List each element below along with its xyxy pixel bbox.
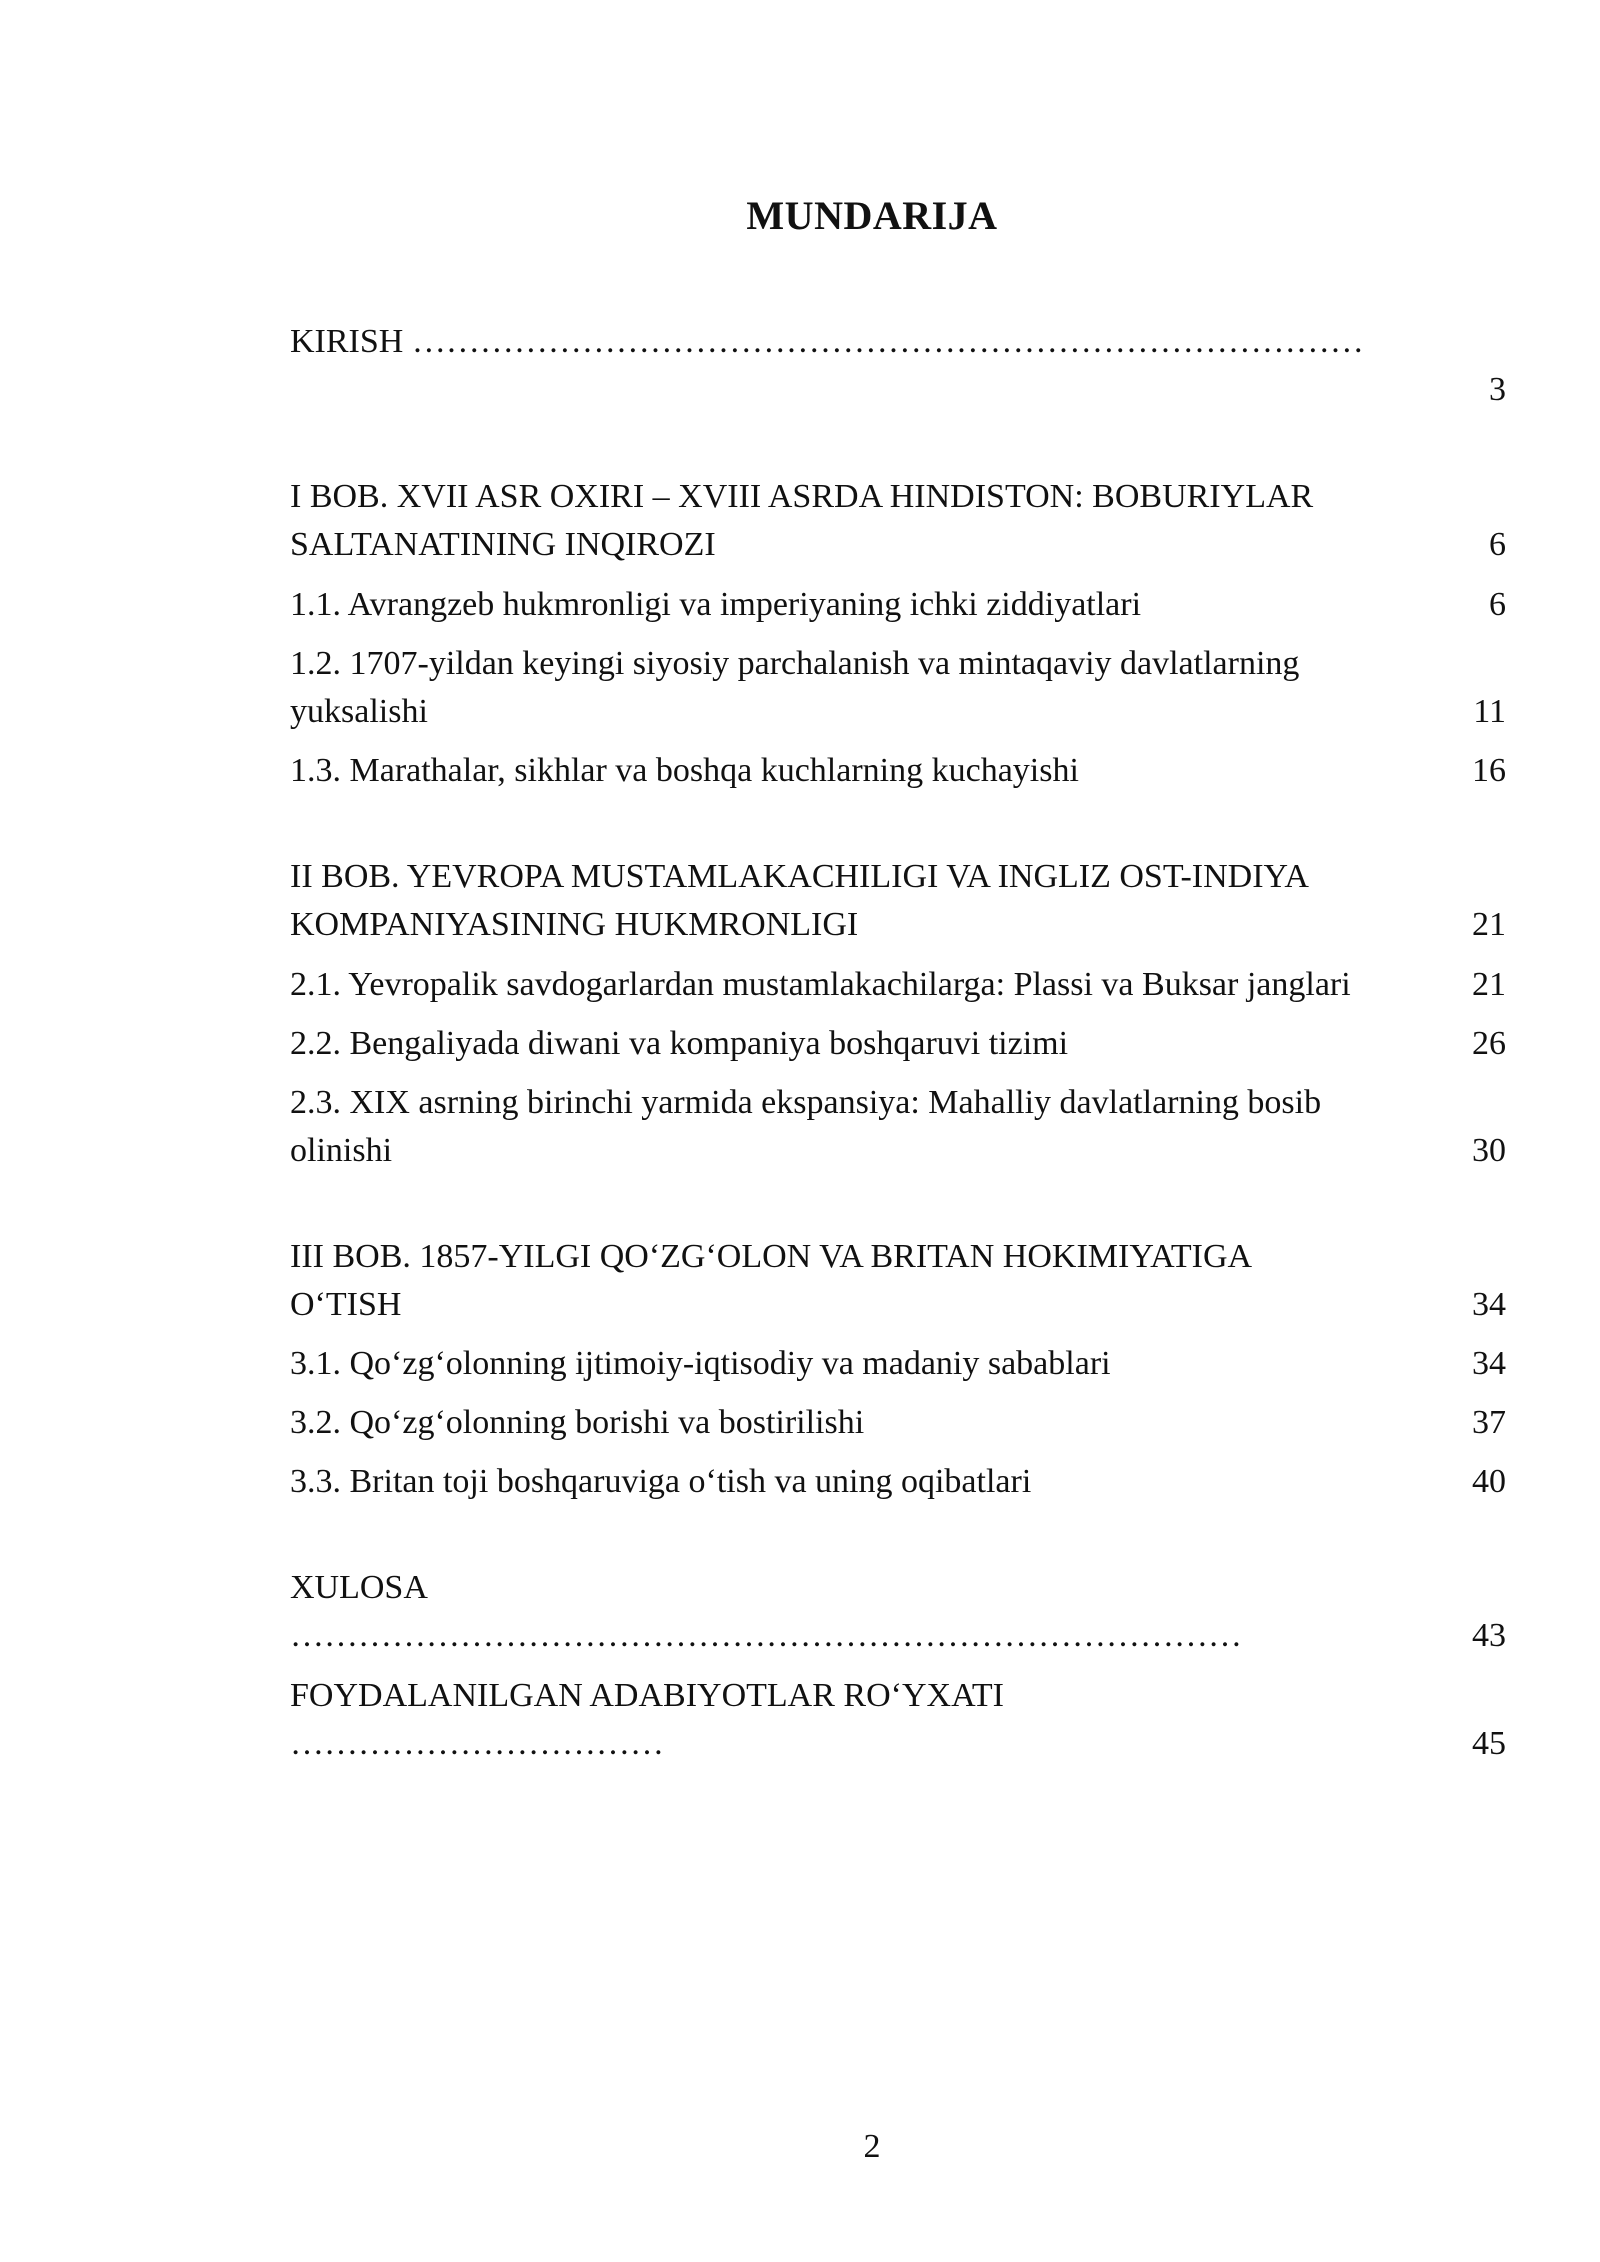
- toc-leader-dots: …………………………………………………………………………: [290, 1617, 1242, 1654]
- toc-chapter-1: [290, 473, 1506, 795]
- toc-section-page: 34: [1472, 1345, 1506, 1382]
- toc-chapter-title-line2: SALTANATINING INQIROZI: [290, 526, 716, 563]
- toc-chapter-heading: [290, 1233, 1416, 1329]
- toc-section-text: 1.1. Avrangzeb hukmronligi va imperiyaning ichki ziddiyatlari: [290, 586, 1142, 623]
- toc-entry-intro: [290, 318, 1506, 414]
- toc-section-text: 2.2. Bengaliyada diwani va kompaniya boshqaruvi tizimi: [290, 1025, 1069, 1062]
- toc-section-text: 1.2. 1707-yildan keyingi siyosiy parchalanish va mintaqaviy davlatlarning yuksalishi: [290, 645, 1300, 730]
- toc-chapter-title-line2: O‘TISH: [290, 1286, 402, 1323]
- toc-chapter-3: [290, 1233, 1506, 1506]
- toc-title: MUNDARIJA: [746, 193, 998, 238]
- toc-section-page: 16: [1472, 752, 1506, 789]
- page-number: 2: [863, 2128, 881, 2165]
- toc-chapter-title-line1: II BOB. YEVROPA MUSTAMLAKACHILIGI VA INGLIZ OST-INDIYA: [290, 858, 1309, 895]
- toc-entry-page: 45: [1472, 1725, 1506, 1762]
- toc-chapter-heading: [290, 853, 1416, 949]
- toc-chapter-title-line1: III BOB. 1857-YILGI QO‘ZG‘OLON VA BRITAN HOKIMIYATIGA: [290, 1238, 1253, 1275]
- toc-section-page: 37: [1472, 1404, 1506, 1441]
- toc-chapter-page: 6: [1489, 526, 1506, 563]
- toc-section-text: 3.1. Qo‘zg‘olonning ijtimoiy-iqtisodiy va madaniy sabablari: [290, 1345, 1111, 1382]
- toc-entry-label: FOYDALANILGAN ADABIYOTLAR RO‘YXATI: [290, 1677, 1004, 1714]
- toc-leader-dots: …………………………………………………………………………: [411, 323, 1364, 360]
- toc-section-text: 2.1. Yevropalik savdogarlardan mustamlakachilarga: Plassi va Buksar janglari: [290, 966, 1351, 1003]
- toc-chapter-heading: [290, 473, 1416, 569]
- toc-chapter-page: 21: [1472, 906, 1506, 943]
- toc-leader-dots: ……………………………: [290, 1725, 664, 1762]
- toc-entry-page: 43: [1472, 1617, 1506, 1654]
- toc-section-page: 11: [1473, 693, 1506, 730]
- toc-section-text: 3.2. Qo‘zg‘olonning borishi va bostirilishi: [290, 1404, 865, 1441]
- toc-section-page: 6: [1489, 586, 1506, 623]
- table-of-contents: [290, 318, 1506, 1768]
- toc-section-text: 3.3. Britan toji boshqaruviga o‘tish va uning oqibatlari: [290, 1463, 1032, 1500]
- toc-entry-page: 3: [1489, 371, 1506, 408]
- toc-section-page: 40: [1472, 1463, 1506, 1500]
- toc-entry-label: KIRISH: [290, 323, 404, 360]
- toc-chapter-2: [290, 853, 1506, 1175]
- toc-section-page: 30: [1472, 1132, 1506, 1169]
- toc-chapter-title-line2: KOMPANIYASINING HUKMRONLIGI: [290, 906, 859, 943]
- toc-entry-label: XULOSA: [290, 1569, 428, 1606]
- toc-chapter-title-line1: I BOB. XVII ASR OXIRI – XVIII ASRDA HINDISTON: BOBURIYLAR: [290, 478, 1314, 515]
- toc-entry-references: [290, 1672, 1506, 1768]
- toc-section-text: 2.3. XIX asrning birinchi yarmida ekspansiya: Mahalliy davlatlarning bosib olinishi: [290, 1084, 1322, 1169]
- toc-section-page: 21: [1472, 966, 1506, 1003]
- toc-chapter-page: 34: [1472, 1286, 1506, 1323]
- toc-section-page: 26: [1472, 1025, 1506, 1062]
- toc-section-text: 1.3. Marathalar, sikhlar va boshqa kuchlarning kuchayishi: [290, 752, 1079, 789]
- toc-entry-conclusion: [290, 1564, 1506, 1660]
